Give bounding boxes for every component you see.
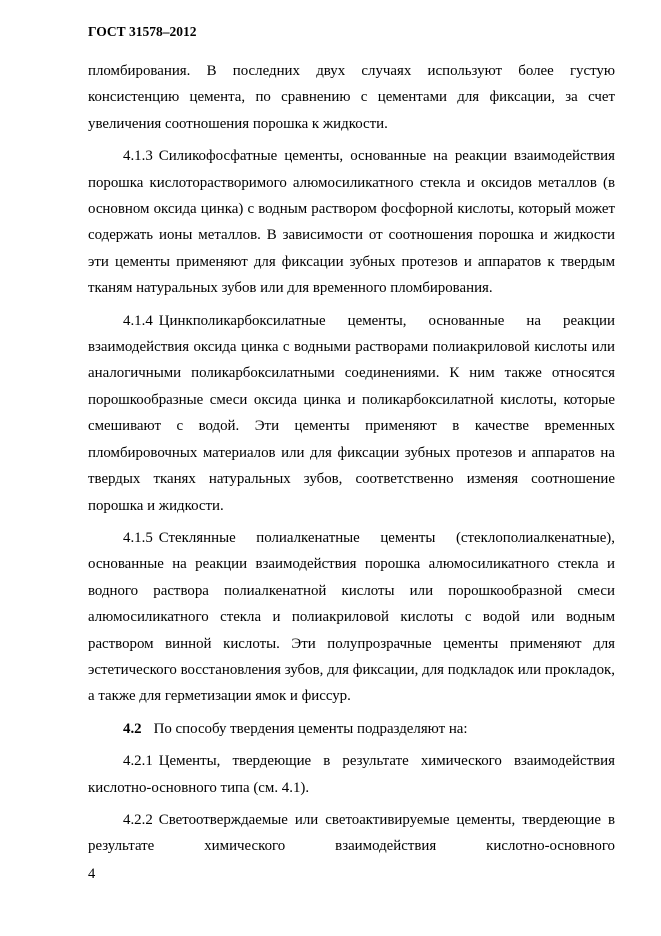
section-number: 4.2 [123,720,142,737]
paragraph-text: Цементы, твердеющие в результате химического взаимодействия кислотно-основного типа (см. 4.1). [88,753,615,796]
paragraph-4-1-5 [88,525,615,710]
section-number: 4.1.5 [123,529,153,546]
section-number: 4.2.1 [123,753,153,770]
document-body [88,58,615,860]
document-header: ГОСТ 31578–2012 [88,24,197,39]
paragraph-text: Стеклянные полиалкенатные цементы (стеклополиалкенатные), основанные на реакции взаимодействия порошка алюмосиликатного стекла и водного раствора полиалкенатной кислоты или порошкообразной смеси алюмосиликатного стекла и полиакриловой кислоты с водой или водным раствором винной кислоты. Эти полупрозрачные цементы применяют для эстетического восстановления зубов, для фиксации, для подкладок или прокладок, а также для герметизации ямок и фиссур. [88,529,615,705]
paragraph-4-1-3 [88,143,615,301]
paragraph-text: Силикофосфатные цементы, основанные на реакции взаимодействия порошка кислоторастворимого алюмосиликатного стекла и оксидов металлов (в основном оксида цинка) с водным раствором фосфорной кислоты, который может содержать ионы металлов. В зависимости от соотношения порошка и жидкости эти цементы применяют для фиксации зубных протезов и аппаратов к твердым тканям натуральных зубов или для временного пломбирования. [88,148,615,297]
paragraph-4-2-1 [88,748,615,801]
paragraph-text: По способу твердения цементы подразделяют на: [153,720,468,737]
paragraph-4-2-2 [88,807,615,860]
paragraph-4-2 [88,716,615,742]
paragraph-continuation: пломбирования. В последних двух случаях используют более густую консистенцию цемента, по сравнению с цементами для фиксации, за счет увеличения соотношения порошка к жидкости. [88,63,615,132]
paragraph-text: Цинкполикарбоксилатные цементы, основанные на реакции взаимодействия оксида цинка с водными растворами полиакриловой кислоты или аналогичными поликарбоксилатными соединениями. К ним также относятся порошкообразные смеси оксида цинка и поликарбоксилатной кислоты, которые смешивают с водой. Эти цементы применяют в качестве временных пломбировочных материалов или для фиксации зубных протезов и аппаратов на твердых тканях натуральных зубов, соответственно изменяя соотношение порошка и жидкости. [88,312,615,514]
paragraph-4-1-4 [88,308,615,519]
section-number: 4.2.2 [123,811,153,828]
section-number: 4.1.4 [123,312,153,329]
page-number: 4 [88,866,96,882]
paragraph-text: Светоотверждаемые или светоактивируемые цементы, твердеющие в результате химического взаимодействия кислотно-основного [88,811,615,855]
section-number: 4.1.3 [123,148,153,165]
